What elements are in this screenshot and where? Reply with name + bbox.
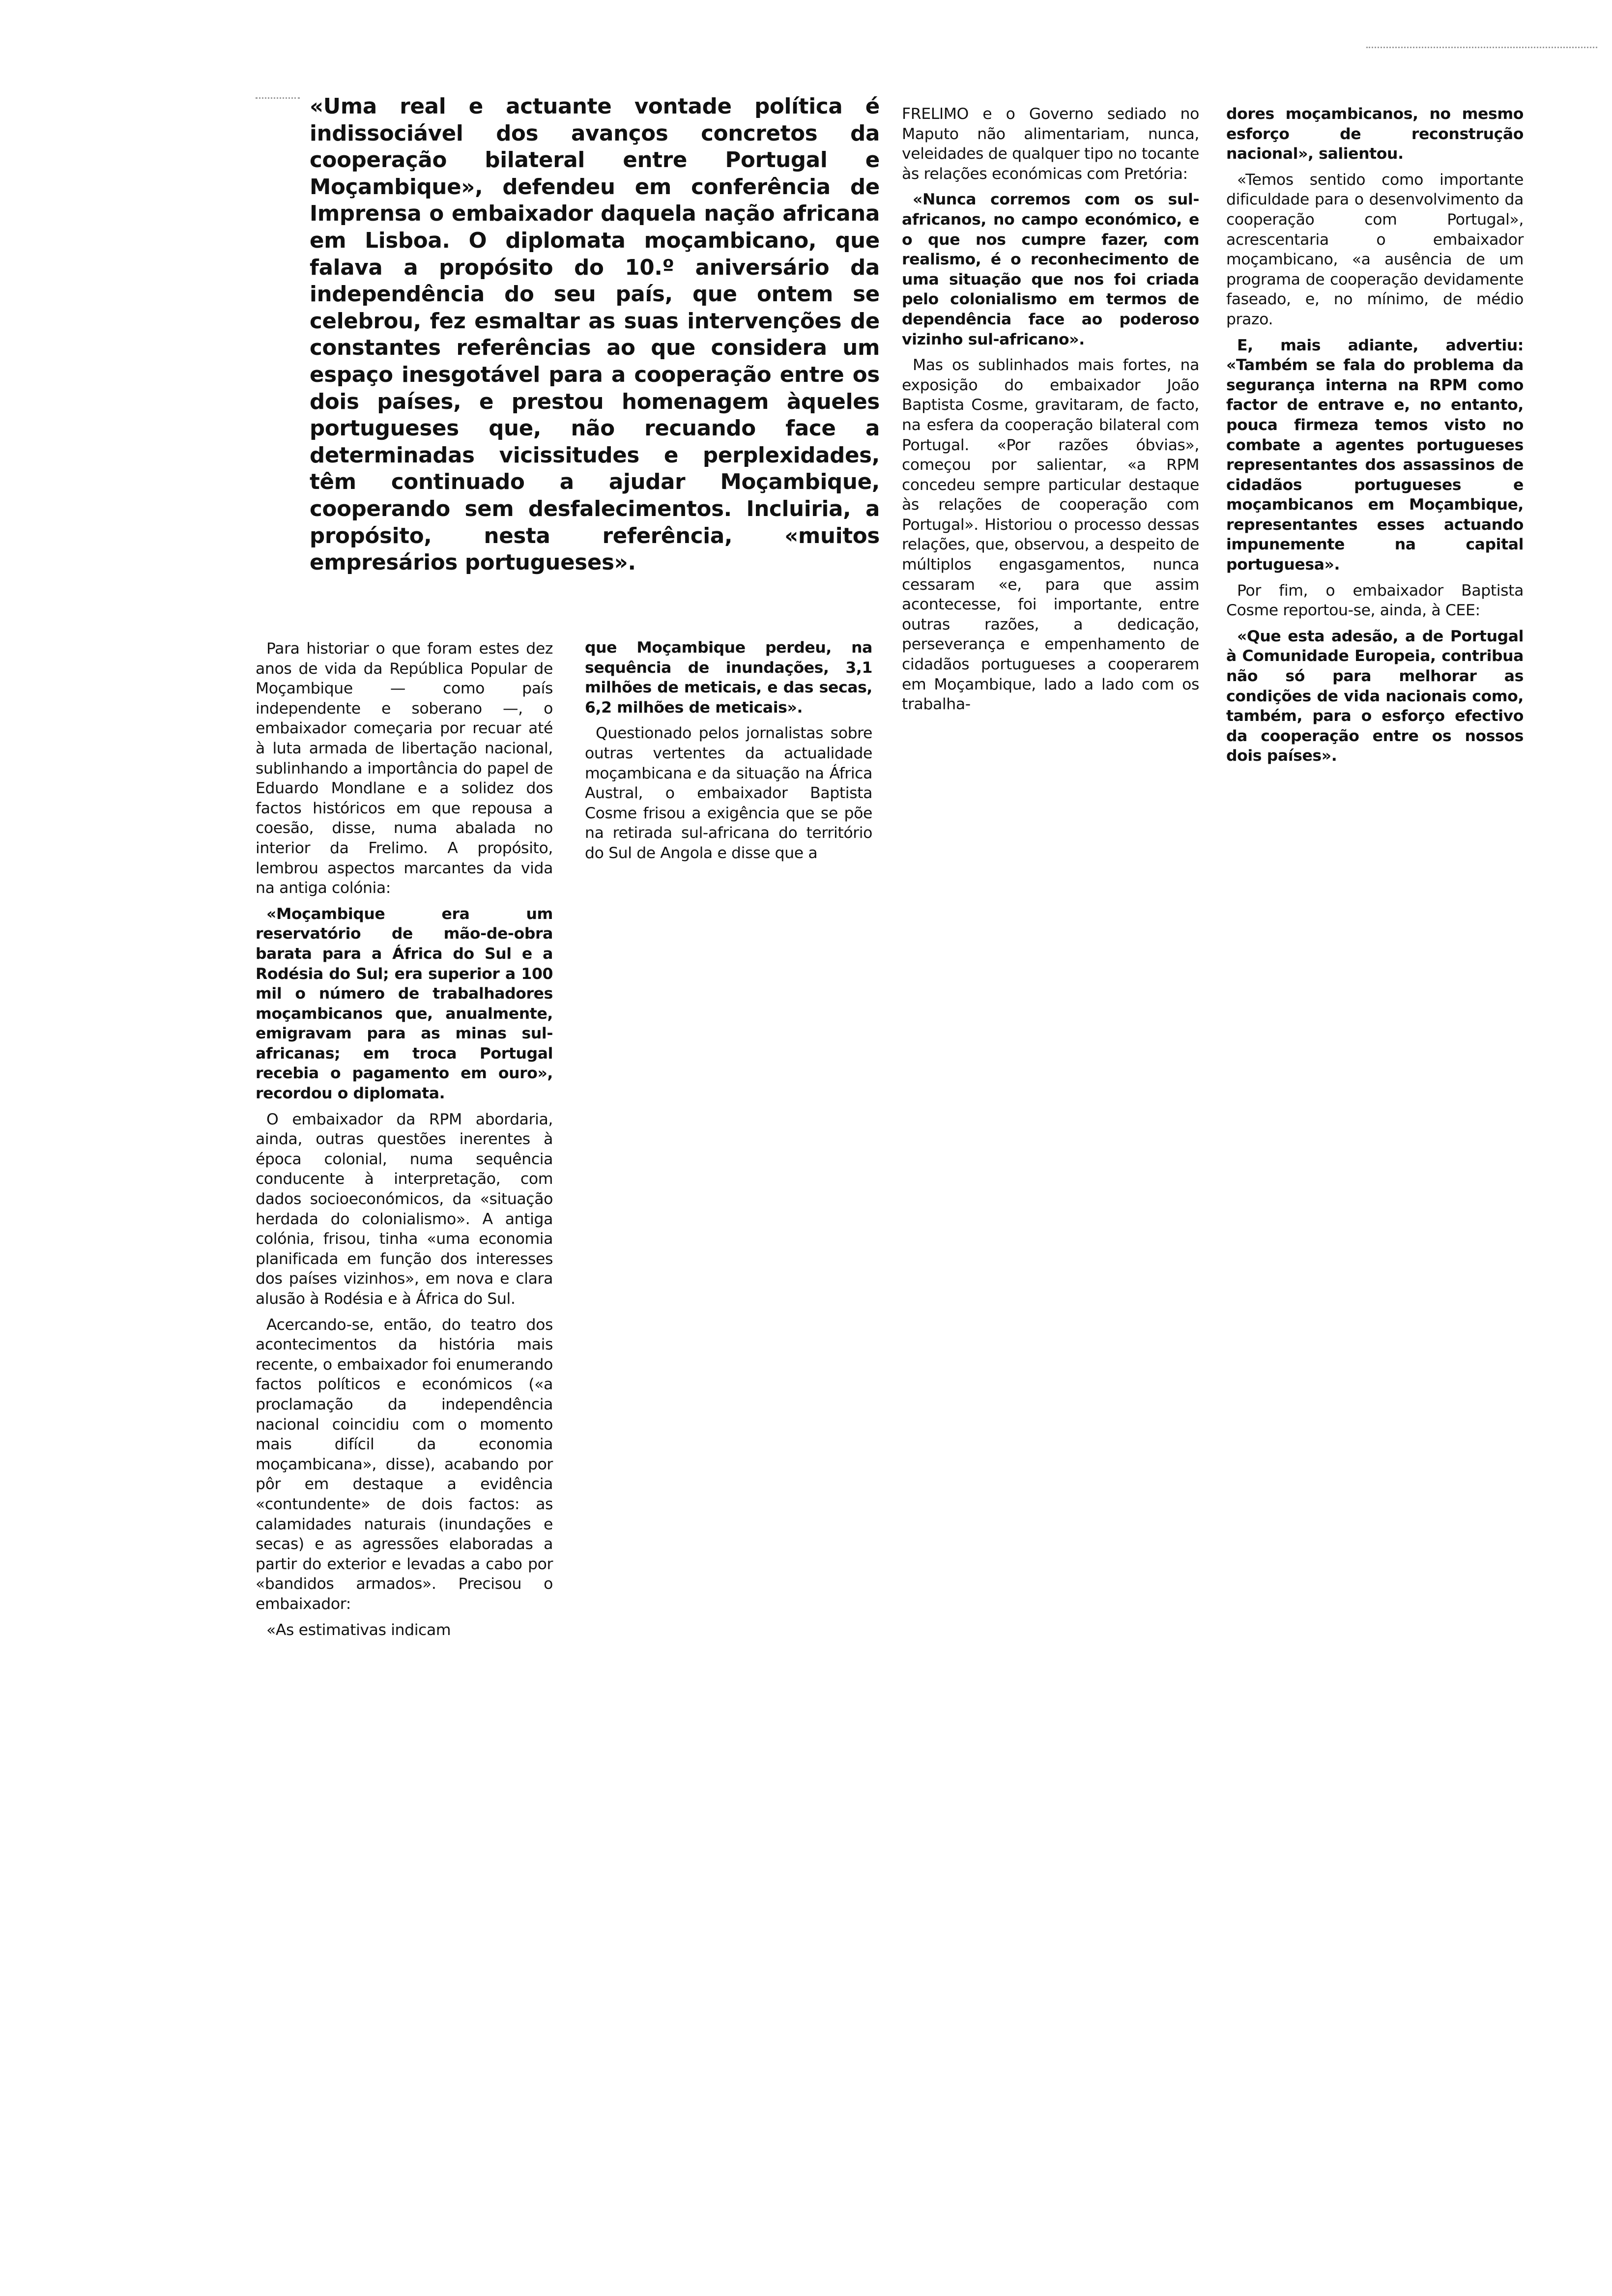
column-4-paragraph-5: «Que esta adesão, a de Portugal à Comunidade Europeia, contribua não só para melhorar as condições de vida nacionais como, também, para o esforço efectivo da cooperação entre os nossos dois países». — [1226, 627, 1524, 765]
column-1-paragraph-1: Para historiar o que foram estes dez anos de vida da República Popular de Moçambique — como país independente e soberano —, o embaixador começaria por recuar até à luta armada de libertação nacional, sublinhando a importância do papel de Eduardo Mondlane e a solidez dos factos históricos em que repousa a coesão, disse, numa abalada no interior da Frelimo. A propósito, lembrou aspectos marcantes da vida na antiga colónia: — [256, 640, 553, 897]
column-3-paragraph-2: «Nunca corremos com os sul-africanos, no campo económico, e o que nos cumpre fazer, com realismo, é o reconhecimento de uma situação que nos foi criada pelo colonialismo em termos de dependência face ao poderoso vizinho sul-africano». — [902, 191, 1199, 348]
article-column-3 — [902, 104, 1199, 720]
article-column-4 — [1226, 104, 1524, 772]
scan-artifact-top-right — [1366, 47, 1597, 48]
article-column-2 — [585, 638, 872, 869]
scan-artifact-top-left — [256, 97, 300, 99]
article-column-1 — [256, 639, 553, 1646]
column-2-paragraph-2: Questionado pelos jornalistas sobre outras vertentes da actualidade moçambicana e da situação na África Austral, o embaixador Baptista Cosme frisou a exigência que se põe na retirada sul-africana do território do Sul de Angola e disse que a — [585, 724, 872, 862]
column-4-paragraph-1: dores moçambicanos, no mesmo esforço de reconstrução nacional», salientou. — [1226, 105, 1524, 163]
column-1-paragraph-2: «Moçambique era um reservatório de mão-de-obra barata para a África do Sul e a Rodésia do Sul; era superior a 100 mil o número de trabalhadores moçambicanos que, anualmente, emigravam para as minas sul-africanas; em troca Portugal recebia o pagamento em ouro», recordou o diplomata. — [256, 905, 553, 1103]
column-4-paragraph-2: «Temos sentido como importante dificuldade para o desenvolvimento da cooperação com Portugal», acrescentaria o embaixador moçambicano, «a ausência de um programa de cooperação devidamente faseado, e, no mínimo, de médio prazo. — [1226, 171, 1524, 328]
column-1-paragraph-4: Acercando-se, então, do teatro dos acontecimentos da história mais recente, o embaixador foi enumerando factos políticos e económicos («a proclamação da independência nacional coincidiu com o momento mais difícil da economia moçambicana», disse), acabando por pôr em destaque a evidência «contundente» de dois factos: as calamidades naturais (inundações e secas) e as agressões elaboradas a partir do exterior e levadas a cabo por «bandidos armados». Precisou o embaixador: — [256, 1316, 553, 1613]
column-3-paragraph-1: FRELIMO e o Governo sediado no Maputo não alimentariam, nunca, veleidades de qualquer tipo no tocante às relações económicas com Pretória: — [902, 105, 1199, 183]
column-1-paragraph-3: O embaixador da RPM abordaria, ainda, outras questões inerentes à época colonial, numa sequência conducente à interpretação, com dados socioeconómicos, da «situação herdada do colonialismo». A antiga colónia, frisou, tinha «uma economia planificada em função dos interesses dos países vizinhos», em nova e clara alusão à Rodésia e à África do Sul. — [256, 1110, 553, 1308]
column-4-paragraph-4: Por fim, o embaixador Baptista Cosme reportou-se, ainda, à CEE: — [1226, 581, 1524, 620]
column-4-paragraph-3: E, mais adiante, advertiu: «Também se fala do problema da segurança interna na RPM como factor de entrave e, no entanto, pouca firmeza temos visto no combate a agentes portugueses representantes dos assassinos de cidadãos portugueses e moçambicanos em Moçambique, representantes esses actuando impunemente na capital portuguesa». — [1226, 336, 1524, 574]
column-2-paragraph-1: que Moçambique perdeu, na sequência de inundações, 3,1 milhões de meticais, e das secas, 6,2 milhões de meticais». — [585, 639, 872, 717]
article-lead-paragraph: «Uma real e actuante vontade política é indissociável dos avanços concretos da cooperação bilateral entre Portugal e Moçambique», defendeu em conferência de Imprensa o embaixador daquela nação africana em Lisboa. O diplomata moçambicano, que falava a propósito do 10.º aniversário da independência do seu país, que ontem se celebrou, fez esmaltar as suas intervenções de constantes referências ao que considera um espaço inesgotável para a cooperação entre os dois países, e prestou homenagem àqueles portugueses que, não recuando face a determinadas vicissitudes e perplexidades, têm continuado a ajudar Moçambique, cooperando sem desfalecimentos. Incluiria, a propósito, nesta referência, «muitos empresários portugueses». — [310, 94, 880, 575]
column-3-paragraph-3: Mas os sublinhados mais fortes, na exposição do embaixador João Baptista Cosme, gravitaram, de facto, na esfera da cooperação bilateral com Portugal. «Por razões óbvias», começou por salientar, «a RPM concedeu sempre particular destaque às relações de cooperação com Portugal». Historiou o processo dessas relações, que, observou, a despeito de múltiplos engasgamentos, nunca cessaram «e, para que assim acontecesse, foi importante, entre outras razões, a dedicação, perseverança e empenhamento de cidadãos portugueses a cooperarem em Moçambique, lado a lado com os trabalha- — [902, 356, 1199, 714]
column-1-paragraph-5: «As estimativas indicam — [266, 1621, 451, 1639]
